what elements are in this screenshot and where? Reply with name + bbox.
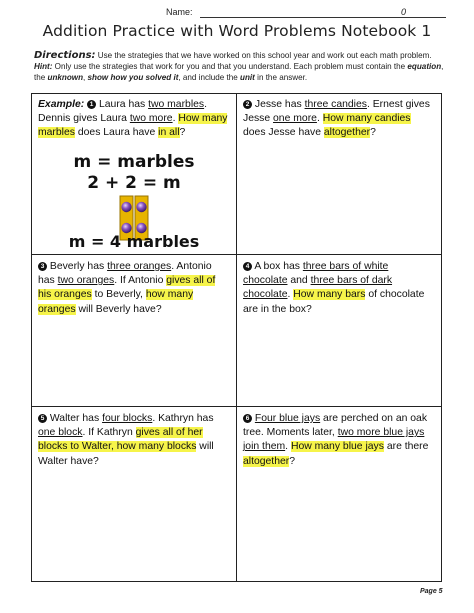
page-number: Page 5 <box>420 588 443 595</box>
problem-text: to Beverly, <box>91 289 146 301</box>
problem-text: of chocolate are in the box? <box>243 289 425 315</box>
problem-text: does Laura have <box>74 127 159 139</box>
problem-text-highlighted: gives all of her blocks to Walter, how many blocks <box>38 427 203 453</box>
problem-text: . Antonio has <box>38 261 212 287</box>
problem-text: ? <box>179 127 186 139</box>
problem-text-highlighted: How many candies <box>322 113 411 125</box>
problem-number: 6 <box>243 414 252 423</box>
problem-text-highlighted: altogether <box>323 127 371 139</box>
problem-3-cell <box>32 256 236 406</box>
problem-text: ? <box>370 127 376 139</box>
problem-6-cell <box>237 408 440 580</box>
directions-text: , the <box>34 62 444 83</box>
equation-variable: m = marbles <box>73 152 195 172</box>
problem-text-highlighted: How many marbles <box>38 113 228 139</box>
hint-label: Hint: <box>34 62 53 72</box>
equation-word: equation <box>407 62 442 72</box>
problem-text: . Dennis gives Laura <box>38 99 207 125</box>
problem-5-cell <box>32 408 236 580</box>
problem-number: 3 <box>38 262 47 271</box>
problem-text-underlined: one block <box>38 427 83 439</box>
problem-text-underlined: three bars of dark chocolate <box>243 275 393 301</box>
problem-text: . <box>172 113 179 125</box>
name-underline <box>200 17 446 18</box>
problem-text-underlined: three bars of white chocolate <box>243 261 389 287</box>
problem-number: 4 <box>243 262 252 271</box>
problem-text: ? <box>289 455 295 467</box>
problem-text: . If Kathryn <box>82 427 136 439</box>
problem-text-highlighted: gives all of his oranges <box>38 275 216 301</box>
directions-text: , <box>83 73 88 83</box>
problem-text: will Beverly have? <box>75 303 162 315</box>
problem-number: 2 <box>243 100 252 109</box>
problem-text: are there <box>383 441 429 453</box>
problem-text-underlined: three candies <box>304 99 367 110</box>
problem-text: . <box>316 113 323 125</box>
unknown-word: unknown <box>47 73 84 83</box>
problem-text: does Jesse have <box>243 127 324 139</box>
problem-text: Jesse has <box>252 99 305 110</box>
problem-text-underlined: one more <box>273 113 317 125</box>
problem-text: Walter has <box>47 413 103 424</box>
problem-text: . Kathryn has <box>152 413 214 424</box>
problem-text-underlined: Four blue jays <box>254 413 321 424</box>
problem-text: . <box>287 289 294 301</box>
directions-label: Directions: <box>34 50 96 61</box>
name-label: Name: <box>166 7 193 17</box>
problem-number: 5 <box>38 414 47 423</box>
problem-text: will Walter have? <box>38 441 214 467</box>
problem-2-cell <box>237 94 440 254</box>
problem-text-underlined: three oranges <box>107 261 172 272</box>
grid-divider <box>32 254 441 255</box>
grid-divider <box>32 406 441 407</box>
page-title: Addition Practice with Word Problems Notebook 1 <box>42 22 432 40</box>
example-answer: m = 4 marbles <box>68 232 200 251</box>
directions-text: Use the strategies that we have worked on this school year and work out each math problem. <box>95 51 432 60</box>
problem-text: A box has <box>252 261 303 272</box>
problem-text: Laura has <box>96 99 149 110</box>
problem-text: . <box>285 441 291 453</box>
problem-text: . Ernest gives Jesse <box>243 99 430 125</box>
problem-4-cell <box>237 256 440 406</box>
unit-word: unit <box>240 73 255 83</box>
directions <box>34 50 446 84</box>
problem-text-underlined: four blocks <box>102 413 153 424</box>
problem-text: and <box>287 275 311 287</box>
directions-text: , and include the <box>178 73 241 83</box>
problem-text-underlined: two more <box>129 113 173 125</box>
example-label: Example: <box>38 99 85 110</box>
problem-text: Beverly has <box>47 261 108 272</box>
problem-text: . If Antonio <box>114 275 167 287</box>
problem-grid <box>31 93 442 582</box>
problem-text-highlighted: How many bars <box>293 289 366 301</box>
problem-text-underlined: two more blue jays join them <box>243 427 425 453</box>
problem-text-underlined: two oranges <box>57 275 115 287</box>
problem-number: 1 <box>87 100 96 109</box>
problem-text: are perched on an oak tree. Moments later, <box>243 413 428 439</box>
directions-text: in the answer. <box>254 73 308 83</box>
equation-sum: 2 + 2 = m <box>87 173 181 193</box>
show-words: show how you solved it <box>87 73 179 83</box>
problem-text-underlined: two marbles <box>148 99 205 110</box>
problem-text-highlighted: How many blue jays <box>290 441 384 453</box>
problem-text-highlighted: in all <box>158 127 180 139</box>
problem-text-highlighted: altogether <box>243 455 290 467</box>
number-mark: 0 <box>401 7 407 17</box>
name-field[interactable] <box>166 6 446 20</box>
problem-text-highlighted: how many oranges <box>38 289 194 315</box>
directions-text: Only use the strategies that work for you and that you understand. Each problem must contain the <box>52 62 408 72</box>
